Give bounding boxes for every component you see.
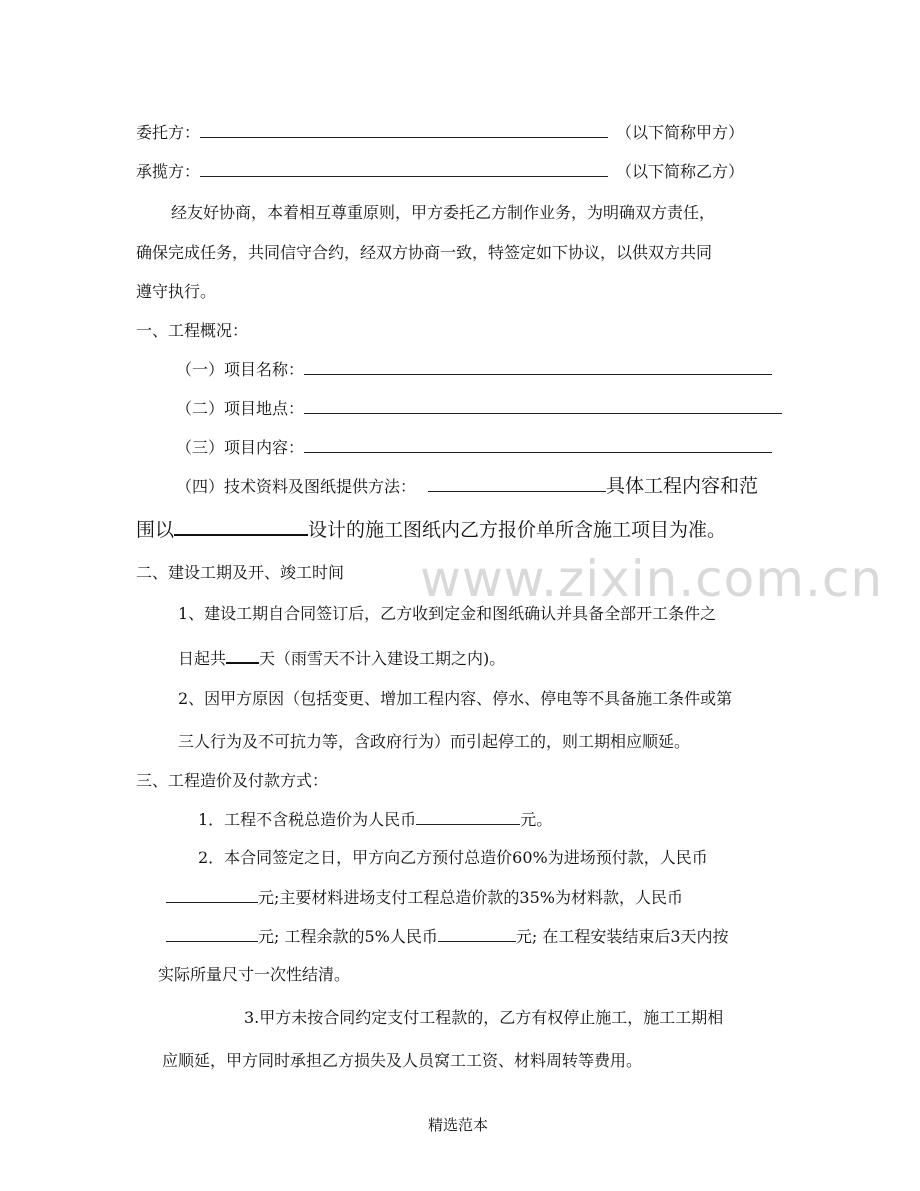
total-price-blank[interactable] bbox=[416, 808, 520, 825]
project-location-label: （二）项目地点： bbox=[176, 399, 305, 418]
material-payment-blank[interactable] bbox=[166, 925, 258, 942]
tech-docs-scope: 具体工程内容和范 bbox=[606, 475, 759, 497]
payment-line-3b: 元; 在工程安装结束后3天内按 bbox=[515, 927, 729, 946]
section3-heading: 三、工程造价及付款方式： bbox=[136, 771, 329, 790]
advance-payment-blank[interactable] bbox=[166, 886, 258, 903]
intro-line-3: 遵守执行。 bbox=[136, 282, 217, 301]
project-location-line bbox=[176, 397, 782, 420]
section1-heading: 一、工程概况： bbox=[136, 321, 249, 340]
payment-line-2-text: 元;主要材料进场支付工程总造价款的35%为材料款，人民币 bbox=[258, 888, 683, 907]
section2-heading: 二、建设工期及开、竣工时间 bbox=[136, 563, 345, 582]
project-location-blank[interactable] bbox=[304, 397, 782, 414]
tech-docs-blank[interactable] bbox=[428, 475, 606, 492]
contractor-label: 承揽方： bbox=[136, 162, 201, 181]
project-content-label: （三）项目内容： bbox=[176, 438, 305, 457]
payment-line-4: 实际所量尺寸一次性结清。 bbox=[158, 965, 351, 984]
payment-line-1: 2．本合同签定之日，甲方向乙方预付总造价60%为进场预付款，人民币 bbox=[198, 848, 708, 867]
project-name-blank[interactable] bbox=[304, 358, 772, 375]
tech-docs-line bbox=[176, 475, 758, 498]
tech-docs-label: （四）技术资料及图纸提供方法： bbox=[176, 477, 417, 496]
payment-line-3 bbox=[166, 925, 729, 948]
scope-prefix: 围以 bbox=[136, 519, 175, 541]
price-line bbox=[198, 808, 552, 831]
project-name-line bbox=[176, 358, 772, 381]
price-unit: 元。 bbox=[520, 810, 553, 829]
client-line bbox=[136, 121, 744, 144]
contractor-note: （以下简称乙方） bbox=[616, 162, 745, 181]
price-label: 1．工程不含税总造价为人民币 bbox=[198, 810, 417, 829]
page-footer: 精选范本 bbox=[428, 1116, 489, 1134]
scope-suffix: 设计的施工图纸内乙方报价单所含施工项目为准。 bbox=[308, 519, 727, 541]
days-blank[interactable] bbox=[226, 646, 259, 664]
delay-line-2: 三人行为及不可抗力等，含政府行为）而引起停工的，则工期相应顺延。 bbox=[178, 732, 691, 751]
project-content-blank[interactable] bbox=[304, 436, 772, 453]
payment-line-2 bbox=[166, 886, 683, 909]
balance-payment-blank[interactable] bbox=[438, 925, 516, 942]
period-prefix: 日起共 bbox=[178, 649, 227, 668]
default-line-1: 3.甲方未按合同约定支付工程款的，乙方有权停止施工，施工工期相 bbox=[244, 1008, 724, 1027]
scope-line bbox=[136, 515, 726, 541]
payment-line-3a: 元; 工程余款的5%人民币 bbox=[258, 927, 438, 946]
period-line-1: 1、建设工期自合同签订后，乙方收到定金和图纸确认并具备全部开工条件之 bbox=[178, 604, 717, 623]
default-line-2: 应顺延，甲方同时承担乙方损失及人员窝工工资、材料周转等费用。 bbox=[162, 1051, 643, 1070]
period-suffix: 天（雨雪天不计入建设工期之内)。 bbox=[259, 649, 506, 668]
delay-line-1: 2、因甲方原因（包括变更、增加工程内容、停水、停电等不具备施工条件或第 bbox=[178, 689, 733, 708]
contractor-blank[interactable] bbox=[200, 160, 608, 177]
contractor-line bbox=[136, 160, 744, 183]
watermark: www.zixin.com.cn bbox=[420, 550, 884, 608]
intro-line-1: 经友好协商，本着相互尊重原则，甲方委托乙方制作业务，为明确双方责任， bbox=[171, 203, 716, 222]
client-label: 委托方： bbox=[136, 123, 201, 142]
project-name-label: （一）项目名称： bbox=[176, 360, 305, 379]
intro-line-2: 确保完成任务，共同信守合约，经双方协商一致，特签定如下协议，以供双方共同 bbox=[136, 243, 713, 262]
project-content-line bbox=[176, 436, 772, 459]
client-blank[interactable] bbox=[200, 121, 608, 138]
period-line-2 bbox=[178, 646, 505, 670]
design-company-blank[interactable] bbox=[174, 515, 308, 536]
client-note: （以下简称甲方） bbox=[616, 123, 745, 142]
